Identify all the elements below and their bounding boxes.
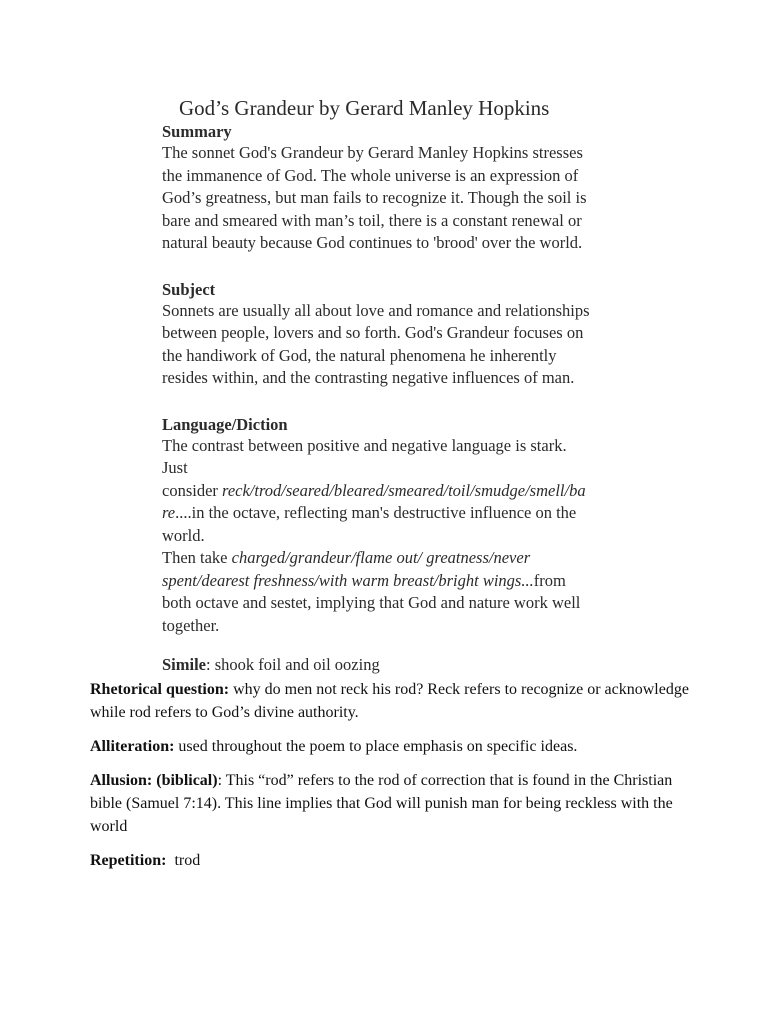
subject-line: between people, lovers and so forth. God's Grandeur focuses on [162,323,584,342]
subject-text [162,300,632,390]
language-text [162,435,632,638]
subject-line: Sonnets are usually all about love and romance and relationships [162,300,590,320]
summary-heading: Summary [162,122,232,141]
negative-words-italic: reck/trod/seared/bleared/smeared/toil/smudge/smell/ba [222,480,586,500]
rhetorical-question-note [90,678,690,724]
language-text-plain: Then take [162,548,232,567]
positive-words-italic: spent/dearest freshness/with warm breast/bright wings... [162,570,534,590]
language-line: Just [162,458,188,477]
note-text: used throughout the poem to place emphasis on specific ideas. [174,738,578,755]
subject-line: resides within, and the contrasting negative influences of man. [162,368,575,387]
allusion-note [90,769,690,838]
language-line: The contrast between positive and negative language is stark. [162,435,567,455]
language-text-plain: ....in the octave, reflecting man's destructive influence on the [175,503,577,522]
subject-line: the handiwork of God, the natural phenomena he inherently [162,345,557,365]
alliteration-note [90,735,690,758]
note-label: Alliteration: [90,738,175,755]
language-heading: Language/Diction [162,414,288,434]
negative-words-italic: re [162,503,176,522]
page-title: God’s Grandeur by Gerard Manley Hopkins [179,96,550,120]
positive-words-italic: charged/grandeur/flame out/ greatness/never [231,548,531,567]
language-line [162,502,632,525]
note-label: Rhetorical question: [90,681,230,698]
simile-line [162,654,632,677]
summary-line: God’s greatness, but man fails to recognize it. Though the soil is [162,188,587,207]
note-text: why do men not reck his rod? Reck refers to recognize or acknowledge while rod refers to God’s divine authority. [90,681,689,721]
language-line: world. [162,525,205,545]
language-line [162,480,632,503]
section-spacer [162,390,632,415]
typed-notes [90,678,690,883]
summary-line: the immanence of God. The whole universe is an expression of [162,165,579,185]
scanned-page [162,94,632,677]
note-label: Allusion: (biblical) [90,772,218,789]
summary-line: natural beauty because God continues to 'brood' over the world. [162,233,583,252]
summary-line: The sonnet God's Grandeur by Gerard Manley Hopkins stresses [162,143,583,162]
language-line: together. [162,615,220,635]
simile-label: Simile [162,655,206,674]
language-text-plain: consider [162,480,223,500]
language-line: both octave and sestet, implying that God and nature work well [162,593,581,612]
note-text: trod [166,852,201,869]
language-line [162,547,632,570]
section-spacer [162,255,632,280]
note-text: : This “rod” refers to the rod of correction that is found in the Christian bible (Samuel 7:14). This line implies that God will punish man for being reckless with the world [90,772,673,835]
subject-heading: Subject [162,279,216,299]
note-label: Repetition: [90,852,167,869]
simile-text: : shook foil and oil oozing [206,655,380,674]
repetition-note [90,849,690,872]
language-line [162,570,632,593]
summary-text [162,142,632,255]
summary-line: bare and smeared with man’s toil, there is a constant renewal or [162,210,582,230]
language-text-plain: from [533,570,566,590]
